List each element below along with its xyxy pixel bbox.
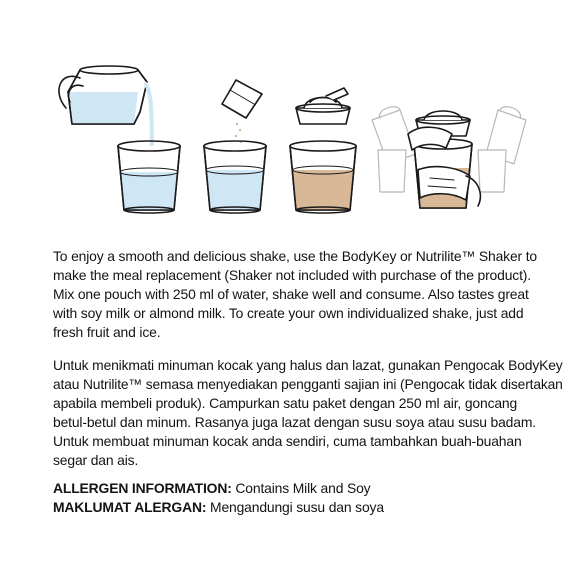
- instruction-line: Untuk menikmati minuman kocak yang halus dan lazat, gunakan Pengocak BodyKey: [53, 357, 563, 373]
- instruction-line: apabila membeli produk). Campurkan satu paket dengan 250 ml air, goncang: [53, 395, 518, 411]
- instruction-line: make the meal replacement (Shaker not included with purchase of the product).: [53, 267, 531, 283]
- instruction-line: atau Nutrilite™ semasa menyediakan pengganti sajian ini (Pengocak tidak disertakan: [53, 376, 563, 392]
- allergen-english: [53, 479, 553, 498]
- preparation-steps-illustration: [0, 0, 588, 235]
- instructions-english: [53, 247, 553, 342]
- allergen-value-english: Contains Milk and Soy: [231, 480, 371, 496]
- instruction-line: fresh fruit and ice.: [53, 324, 161, 340]
- allergen-label-english: ALLERGEN INFORMATION:: [53, 480, 232, 496]
- instructions-malay: [53, 356, 563, 470]
- pouch-pouring-icon: [204, 80, 266, 213]
- allergen-malay: [53, 498, 553, 517]
- instruction-line: segar dan ais.: [53, 452, 139, 468]
- shaker-cup-icon: [290, 88, 356, 213]
- instruction-line: betul-betul dan minum. Rasanya juga lazat dengan susu soya atau susu badam.: [53, 414, 536, 430]
- allergen-value-malay: Mengandungi susu dan soya: [206, 499, 384, 515]
- instruction-line: with soy milk or almond milk. To create your own individualized shake, just add: [53, 305, 524, 321]
- instruction-line: To enjoy a smooth and delicious shake, use the BodyKey or Nutrilite™ Shaker to: [53, 248, 538, 264]
- allergen-information: [53, 479, 553, 517]
- pitcher-pouring-icon: [59, 66, 180, 213]
- allergen-label-malay: MAKLUMAT ALERGAN:: [53, 499, 207, 515]
- hands-shaking-icon: [372, 107, 526, 208]
- instruction-line: Untuk membuat minuman kocak anda sendiri, cuma tambahkan buah-buahan: [53, 433, 522, 449]
- instruction-line: Mix one pouch with 250 ml of water, shake well and consume. Also tastes great: [53, 286, 529, 302]
